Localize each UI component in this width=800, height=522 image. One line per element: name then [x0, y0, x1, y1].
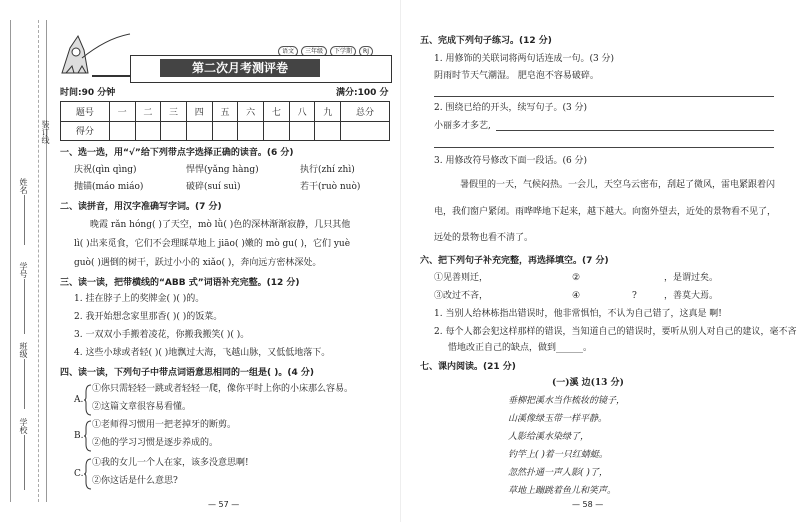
tag-grade: 三年级 [301, 46, 327, 57]
q3-item[interactable]: 1. 挂在脖子上的奖牌金( )( )的。 [74, 294, 205, 304]
q4-a-sentence-2: ②这篇文章很容易看懂。 [92, 402, 192, 412]
score-header-cell: 一 [109, 102, 135, 122]
q1-heading: 一、选一选，用“√”给下列带点字选择正确的读音。(6 分) [60, 148, 294, 158]
score-header-cell: 六 [238, 102, 264, 122]
q6-blank-item[interactable]: ④ [572, 291, 581, 301]
q1-item[interactable]: 破碎(suí suì) [186, 182, 241, 192]
q6-blank-item[interactable]: ? [632, 291, 637, 301]
score-header-cell: 题号 [61, 102, 110, 122]
q1-item[interactable]: 悍悍(yǎng hàng) [186, 165, 259, 175]
q5-paragraph-line[interactable]: 电，我们窗户紧闭。雨哗哗地下起来，越下越大。向窗外望去，近处的景物看不见了， [434, 207, 777, 217]
tag-edition: RJ [359, 46, 373, 57]
school-label: 学校 [19, 418, 28, 434]
q5-item-3: 3. 用修改符号修改下面一段话。(6 分) [434, 156, 588, 166]
exam-time: 时间:90 分钟 [60, 88, 116, 98]
q1-item[interactable]: 若干(ruò nuò) [300, 182, 361, 192]
score-header-cell: 四 [186, 102, 212, 122]
q5-item-2: 2. 围绕已给的开头，续写句子。(3 分) [434, 103, 588, 113]
q4-option-b[interactable]: B. [74, 431, 84, 441]
score-header-cell: 三 [161, 102, 187, 122]
q5-item-2-text: 小丽多才多艺, [434, 121, 491, 131]
q3-item[interactable]: 2. 我开始想念家里那香( )( )的饭菜。 [74, 312, 223, 322]
q2-line[interactable]: lì( )出来觅食，它们不会理睬草地上 jiāo( )嫩的 mò gu( )，它们 yuè [74, 239, 351, 249]
score-header-cell: 总分 [341, 102, 390, 122]
q6-blank-item[interactable]: ，善莫大焉。 [664, 291, 719, 301]
poem-line: 垂柳把溪水当作梳妆的镜子， [508, 396, 626, 406]
q4-heading: 四、读一读，下列句子中带点词语意思相同的一组是( )。(4 分) [60, 368, 314, 378]
exam-title: 第二次月考测评卷 [160, 59, 320, 77]
q1-item[interactable]: 执行(zhí zhì) [300, 165, 355, 175]
q3-heading: 三、读一读，把带横线的“ABB 式”词语补充完整。(12 分) [60, 278, 300, 288]
q4-c-sentence-1: ①我的女儿一个人在家，该多没意思啊! [92, 458, 249, 468]
score-header-cell: 八 [289, 102, 315, 122]
page-number: — 58 — [572, 500, 604, 509]
q5-item-1: 1. 用修饰的关联词将两句话连成一句。(3 分) [434, 54, 615, 64]
q4-b-sentence-2: ②他的学习习惯是逐步养成的。 [92, 438, 219, 448]
poem-line[interactable]: 忽然扑通一声人影( )了， [508, 468, 608, 478]
q6-blank-item[interactable]: ，是谓过矣。 [664, 273, 719, 283]
student-id-label: 学号 [19, 262, 28, 278]
q5-answer-line[interactable] [434, 96, 774, 97]
q2-line[interactable]: guò( )遇倒的树干，跃过小小的 xiǎo( )，奔向远方密林深处。 [74, 258, 322, 268]
q6-blank-item[interactable]: ② [572, 273, 581, 283]
q5-answer-line[interactable] [434, 147, 774, 148]
page-number: — 57 — [208, 500, 240, 509]
tag-subject: 语文 [278, 46, 298, 57]
q1-item[interactable]: 抛锚(máo miáo) [74, 182, 144, 192]
full-score: 满分:100 分 [336, 88, 389, 98]
q5-item-1-text: 阴雨时节天气潮湿。 肥皂泡不容易破碎。 [434, 71, 599, 81]
q4-c-sentence-2: ②你这话是什么意思? [92, 476, 178, 486]
score-row-label: 得分 [61, 121, 110, 141]
score-header-cell: 二 [135, 102, 161, 122]
q4-b-sentence-1: ①老师得习惯用一把老掉牙的断剪。 [92, 420, 237, 430]
class-label: 班级 [19, 342, 28, 358]
q3-item[interactable]: 3. 一双双小手搬着凌花，你搬我搬笑( )( )。 [74, 330, 250, 340]
q2-heading: 二、读拼音，用汉字准确写字词。(7 分) [60, 202, 222, 212]
q5-paragraph-line[interactable]: 暑假里的一天，气候闷热。一会儿，天空乌云密布，刮起了微风，雷电紧跟着闪 [460, 180, 776, 190]
q4-a-sentence-1: ①你只需轻轻一跳或者轻轻一爬，像你平时上你的小床那么容易。 [92, 384, 354, 394]
q7-heading: 七、课内阅读。(21 分) [420, 362, 516, 372]
q4-option-c[interactable]: C. [74, 469, 84, 479]
tag-term: 下学期 [330, 46, 356, 57]
name-label: 姓名 [19, 178, 28, 194]
poem-line[interactable]: 钓竿上( )着一只红蜻蜓。 [508, 450, 608, 460]
score-header-cell: 五 [212, 102, 238, 122]
q6-blank-item[interactable]: ③改过不吝， [434, 291, 489, 301]
poem-line: 人影给溪水染绿了， [508, 432, 590, 442]
q6-item-2[interactable]: 2. 每个人都会犯这样那样的错误，当知道自己的错误时，要听从别人对自己的建议，毫不吝 [434, 327, 797, 337]
q1-item[interactable]: 庆祝(qìn qìng) [74, 165, 137, 175]
q4-option-a[interactable]: A. [74, 395, 84, 405]
poem-line: 草地上蹦跳着鱼儿和笑声。 [508, 486, 617, 496]
q2-line[interactable]: 晚霞 rǎn hóng( )了天空，mò lǜ( )色的深林渐渐寂静，几只其他 [90, 220, 351, 230]
q5-paragraph-line[interactable]: 远处的景物也看不清了。 [434, 233, 534, 243]
poem-line: 山溪像绿玉带一样平静。 [508, 414, 608, 424]
q6-item-2-cont[interactable]: 惜地改正自己的缺点，做到______。 [448, 343, 593, 353]
q5-answer-line[interactable] [496, 130, 774, 131]
q5-heading: 五、完成下列句子练习。(12 分) [420, 36, 552, 46]
q6-item-1[interactable]: 1. 当别人给林栋指出错误时，他非常惧怕，不认为自己错了，这真是 啊! [434, 309, 722, 319]
q7-subtitle: (一)溪 边(13 分) [552, 378, 624, 388]
score-header-cell: 七 [264, 102, 290, 122]
seam-label: 装订线 [41, 120, 50, 144]
score-header-cell: 九 [315, 102, 341, 122]
q3-item[interactable]: 4. 这些小球或者轻( )( )地飘过大海，飞越山脉，又低低地落下。 [74, 348, 331, 358]
q6-blank-item[interactable]: ①见善则迁， [434, 273, 489, 283]
q6-heading: 六、把下列句子补充完整，再选择填空。(7 分) [420, 256, 609, 266]
